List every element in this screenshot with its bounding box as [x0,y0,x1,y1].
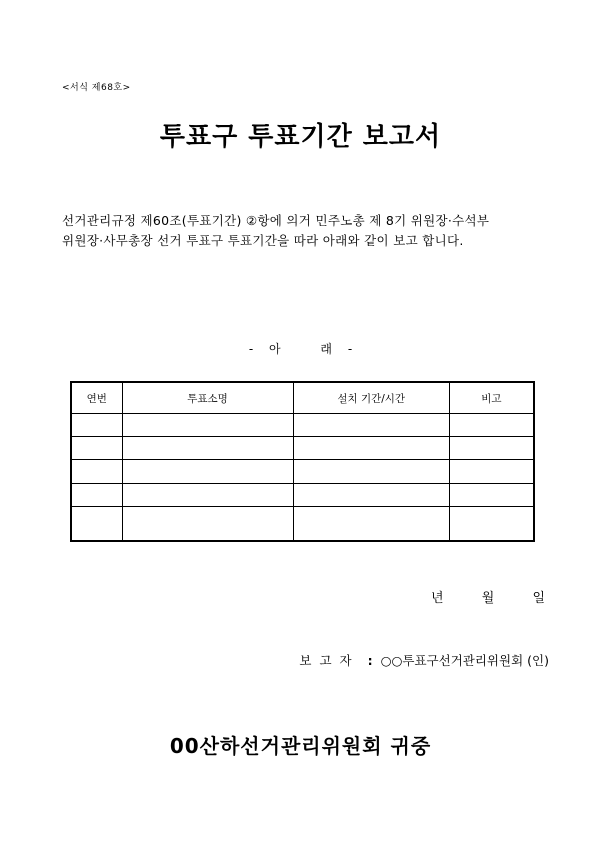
table-cell[interactable] [122,414,293,437]
header-setup-period: 설치 기간/시간 [293,382,449,414]
table-cell[interactable] [122,506,293,541]
table-cell[interactable] [71,437,122,460]
header-remarks: 비고 [449,382,534,414]
date-month: 월 [481,591,495,606]
reporter-label-char: 보 [299,653,312,668]
table-row [71,414,534,437]
date-year: 년 [431,591,444,606]
body-line-1: 선거관리규정 제60조(투표기간) ②항에 의거 민주노총 제 8기 위원장·수석부 [62,213,490,228]
date-day: 일 [532,591,545,606]
reporter-line [299,651,549,669]
table-header-row [71,382,534,414]
table-cell[interactable] [71,506,122,541]
table-cell[interactable] [449,506,534,541]
notice-char-rae: 래 [320,342,332,356]
reporter-label [299,653,363,668]
table-cell[interactable] [122,437,293,460]
notice-heading [0,340,601,357]
reporter-name: ○○투표구선거관리위원회 [380,653,524,668]
date-line [397,587,545,606]
table-cell[interactable] [122,460,293,483]
addressee: 00산하선거관리위원회 귀중 [169,734,432,758]
table-cell[interactable] [293,483,449,506]
form-number: <서식 제68호> [62,83,131,93]
document-title: 투표구 투표기간 보고서 [159,122,442,152]
table-cell[interactable] [293,460,449,483]
table-row [71,483,534,506]
header-polling-station: 투표소명 [122,382,293,414]
table-row [71,437,534,460]
table-cell[interactable] [449,414,534,437]
header-serial: 연번 [71,382,122,414]
reporter-colon: : [367,653,373,668]
table-row [71,506,534,541]
notice-dash-right: - [347,342,353,356]
table-cell[interactable] [71,483,122,506]
table-cell[interactable] [449,483,534,506]
table-cell[interactable] [293,414,449,437]
notice-char-a: 아 [268,342,281,356]
reporter-seal: (인) [527,653,549,668]
table-cell[interactable] [449,460,534,483]
table-cell[interactable] [71,414,122,437]
table-cell[interactable] [293,437,449,460]
table-row [71,460,534,483]
reporter-label-char: 자 [339,653,352,668]
body-paragraph [62,211,552,251]
body-line-2: 위원장·사무총장 선거 투표구 투표기간을 따라 아래와 같이 보고 합니다. [62,233,464,248]
table-cell[interactable] [293,506,449,541]
table-cell[interactable] [122,483,293,506]
notice-dash-left: - [248,342,254,356]
report-table [70,381,535,542]
table-cell[interactable] [449,437,534,460]
table-cell[interactable] [71,460,122,483]
reporter-label-char: 고 [319,653,332,668]
